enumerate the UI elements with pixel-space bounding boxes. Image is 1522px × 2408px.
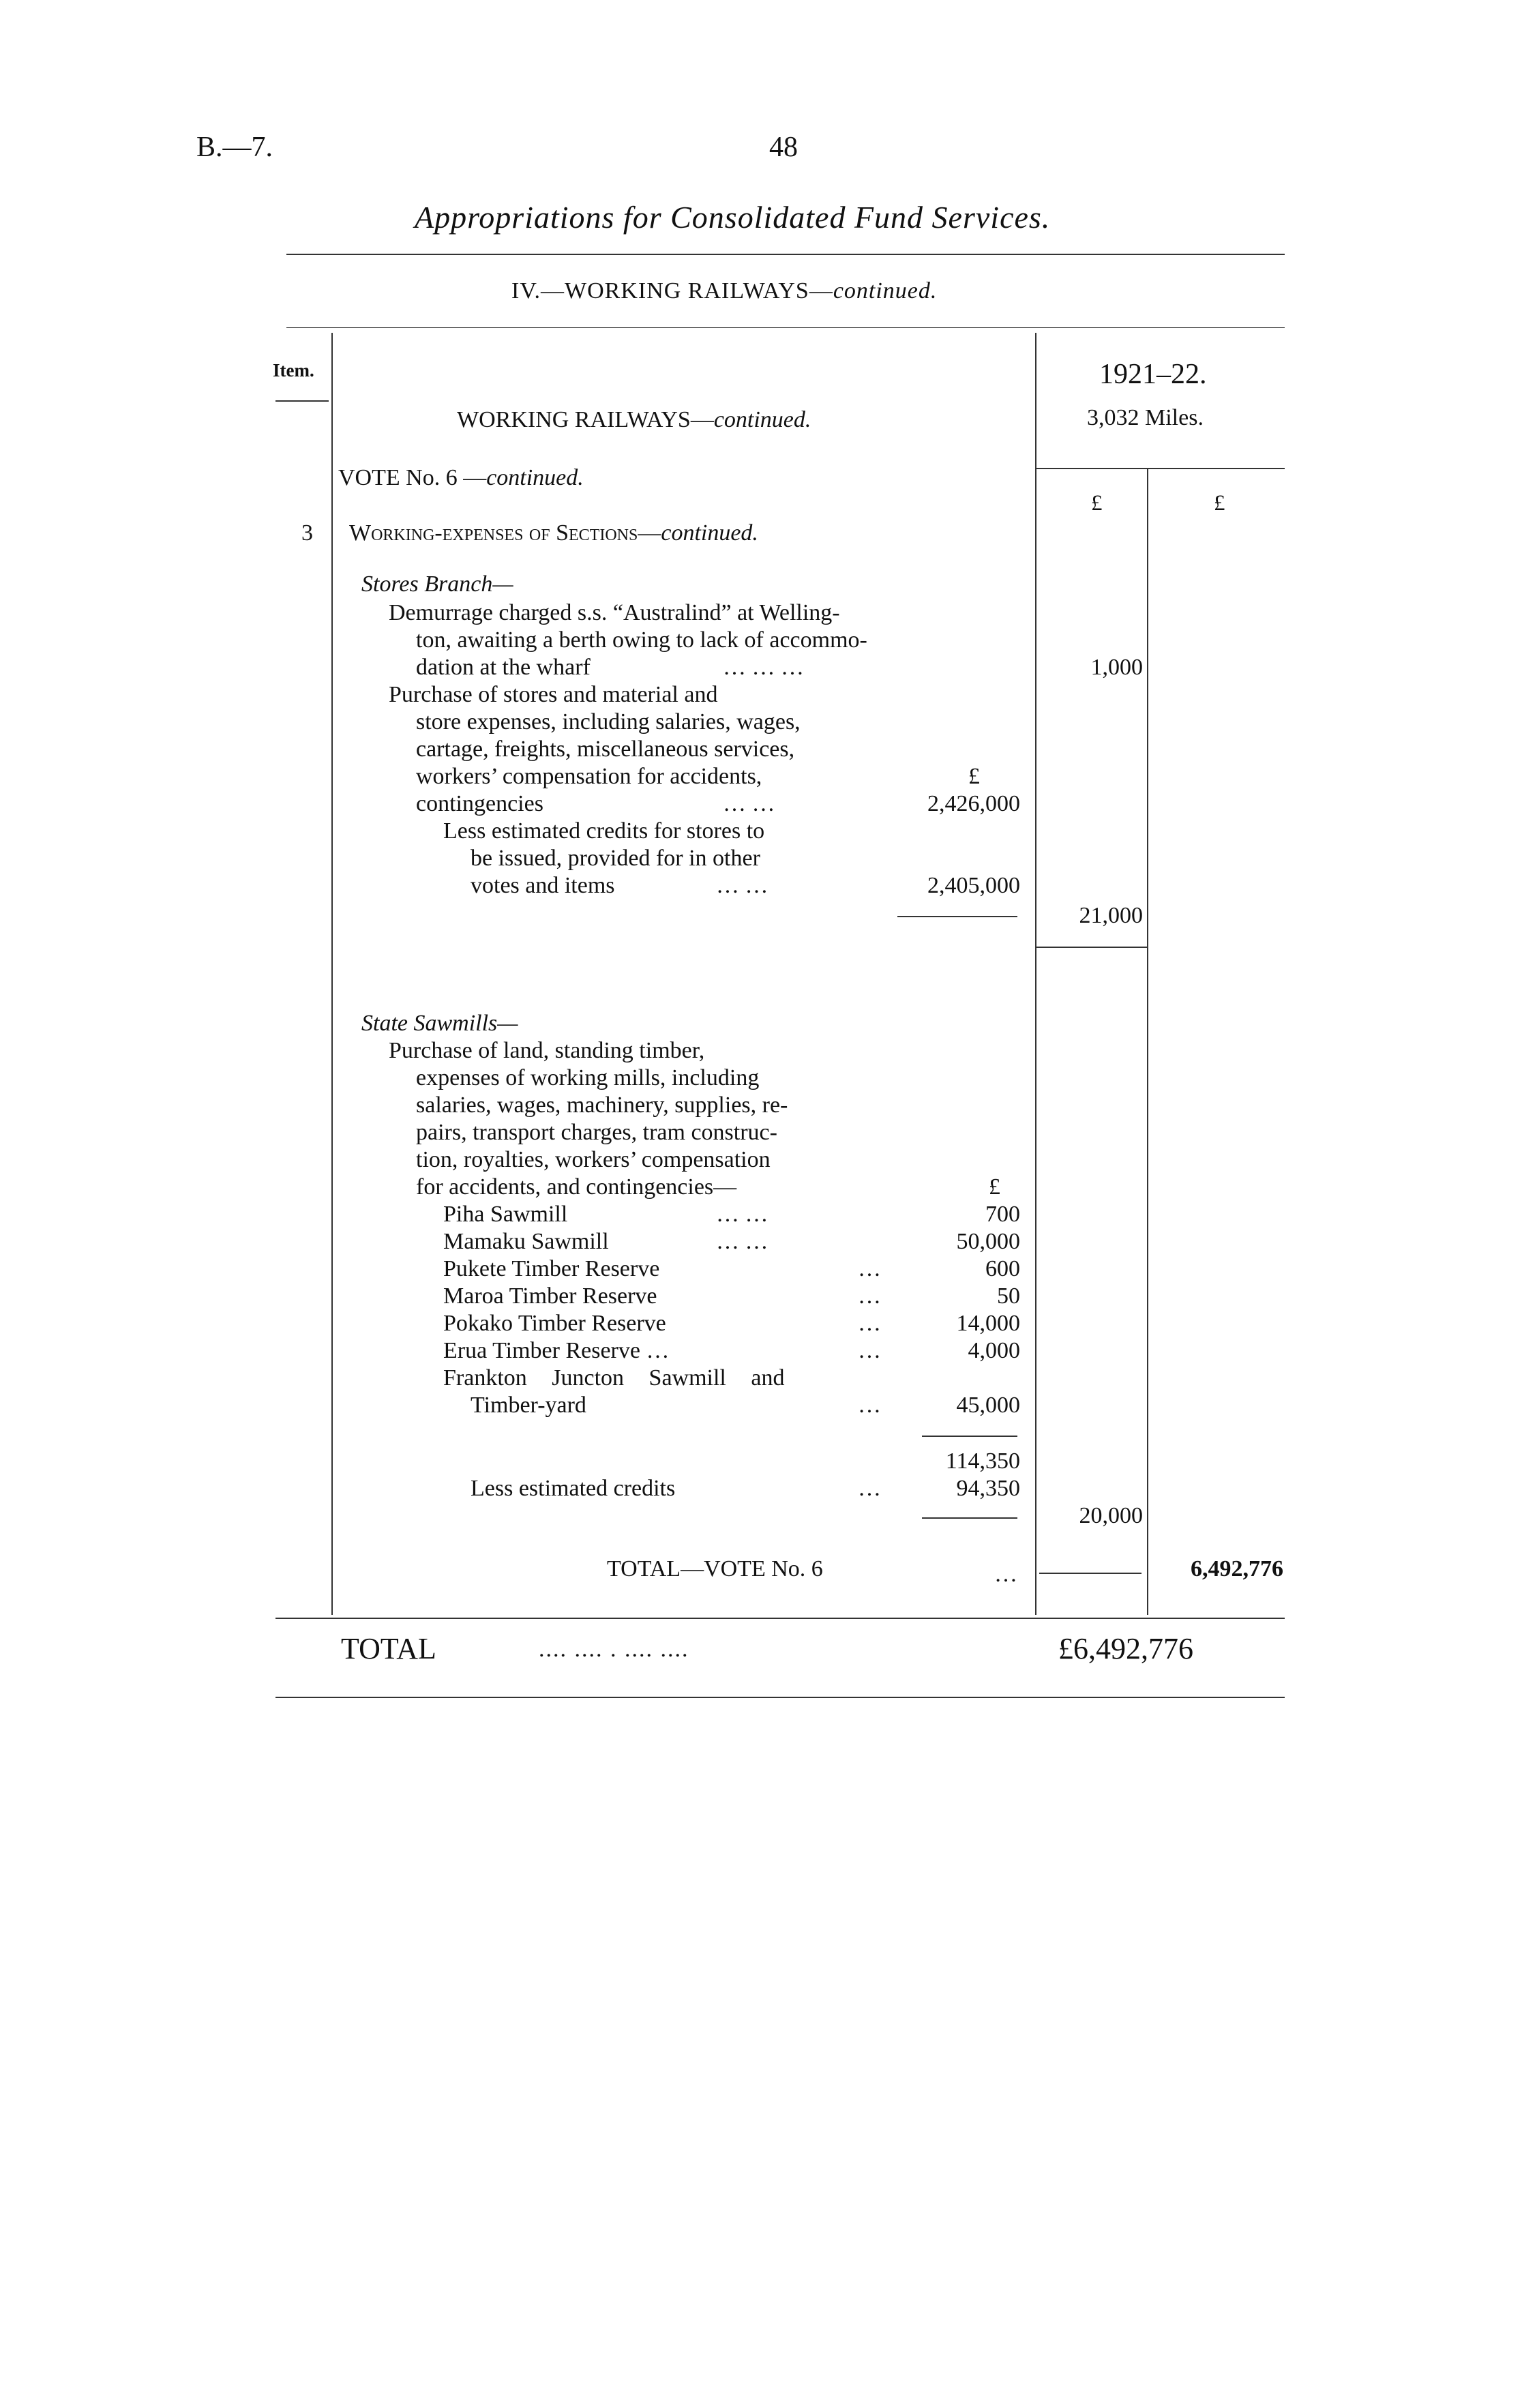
section-heading: Working-expenses of Sections—continued. (349, 520, 758, 546)
vote-total-amount: 6,492,776 (1191, 1556, 1283, 1581)
stores-line: Demurrage charged s.s. “Australind” at Welling- (389, 600, 840, 625)
vote-heading: VOTE No. 6 —continued. (338, 465, 584, 490)
sawmill-amount: 50,000 (956, 1229, 1020, 1254)
leader-dots: … (858, 1393, 881, 1418)
amount-header-rule (1035, 468, 1285, 469)
sawmills-less-amount: 94,350 (956, 1476, 1020, 1501)
sawmill-name: Maroa Timber Reserve (443, 1283, 657, 1309)
stores-line: dation at the wharf (416, 655, 591, 680)
less-line: votes and items (471, 873, 615, 898)
grand-total-amount: £6,492,776 (1058, 1632, 1193, 1665)
sawmills-subtotal: 114,350 (945, 1448, 1020, 1474)
purchase-line: Purchase of stores and material and (389, 682, 718, 707)
less-amount: 2,405,000 (927, 873, 1020, 898)
leader-dots: … … … (723, 655, 804, 680)
sawmills-pound: £ (989, 1174, 1000, 1200)
document-reference: B.—7. (196, 132, 273, 163)
year-header: 1921–22. (1099, 359, 1207, 390)
grand-total-label: TOTAL (341, 1632, 436, 1665)
sawmills-line: pairs, transport charges, tram construc- (416, 1120, 777, 1145)
amount-column-rule (1035, 333, 1036, 1615)
leader-dots: … (858, 1256, 881, 1281)
sawmills-line: expenses of working mills, including (416, 1065, 760, 1090)
leader-dots: … … (723, 791, 775, 816)
less-line: be issued, provided for in other (471, 846, 760, 871)
leader-dots: … (858, 1283, 881, 1309)
leader-dots: .... .... . .... .... (539, 1637, 689, 1662)
split-column-rule (1147, 468, 1148, 1615)
purchase-pound: £ (968, 764, 980, 789)
vote-total-rule (1039, 1573, 1142, 1574)
sawmills-line: tion, royalties, workers’ compensation (416, 1147, 771, 1172)
sawmill-name: Piha Sawmill (443, 1202, 568, 1227)
leader-dots: … (858, 1476, 881, 1501)
section-title: IV.—WORKING RAILWAYS—continued. (511, 278, 938, 303)
page-title: Appropriations for Consolidated Fund Services. (415, 200, 1051, 235)
stores-net-amount: 21,000 (1079, 903, 1143, 928)
purchase-line: store expenses, including salaries, wages, (416, 709, 801, 734)
sawmills-less-rule (922, 1517, 1017, 1519)
leader-dots: … (858, 1311, 881, 1336)
leader-dots: … … (716, 1229, 769, 1254)
sawmills-less-label: Less estimated credits (471, 1476, 676, 1501)
title-rule (286, 254, 1285, 255)
miles-header: 3,032 Miles. (1087, 405, 1204, 430)
sawmill-name: Mamaku Sawmill (443, 1229, 609, 1254)
section-rule (286, 327, 1285, 328)
sawmills-subtotal-rule (922, 1436, 1017, 1437)
sawmill-amount: 700 (985, 1202, 1020, 1227)
sawmill-name: Pukete Timber Reserve (443, 1256, 660, 1281)
sawmills-line: Purchase of land, standing timber, (389, 1038, 705, 1063)
stores-net-rule (1035, 947, 1147, 948)
stores-subtotal-rule (897, 916, 1017, 917)
total-top-rule (275, 1618, 1285, 1619)
purchase-line: workers’ compensation for accidents, (416, 764, 762, 789)
demurrage-amount: 1,000 (1090, 655, 1143, 680)
leader-dots: … … (716, 1202, 769, 1227)
sawmill-amount: 600 (985, 1256, 1020, 1281)
sawmill-amount: 14,000 (956, 1311, 1020, 1336)
sawmill-amount: 50 (997, 1283, 1020, 1309)
item-number: 3 (301, 520, 313, 546)
sawmill-amount: 45,000 (956, 1393, 1020, 1418)
page-number: 48 (769, 132, 798, 163)
leader-dots: … (858, 1338, 881, 1363)
item-header-rule (275, 400, 329, 402)
leader-dots: … (994, 1562, 1017, 1587)
sawmill-name: Frankton Juncton Sawmill and (443, 1365, 785, 1391)
purchase-line: cartage, freights, miscellaneous services, (416, 737, 795, 762)
pound-header-1: £ (1091, 491, 1103, 516)
vote-total-label: TOTAL—VOTE No. 6 (607, 1556, 823, 1581)
item-column-rule (331, 333, 333, 1615)
body-heading: WORKING RAILWAYS—continued. (457, 407, 811, 432)
pound-header-2: £ (1214, 491, 1225, 516)
sawmill-amount: 4,000 (968, 1338, 1020, 1363)
less-line: Less estimated credits for stores to (443, 818, 765, 844)
sawmills-line: salaries, wages, machinery, supplies, re- (416, 1092, 788, 1118)
total-bottom-rule (275, 1697, 1285, 1698)
purchase-line: contingencies (416, 791, 543, 816)
sawmills-line: for accidents, and contingencies— (416, 1174, 737, 1200)
purchase-amount: 2,426,000 (927, 791, 1020, 816)
sawmills-heading: State Sawmills— (361, 1011, 518, 1036)
sawmills-net-amount: 20,000 (1079, 1503, 1143, 1528)
leader-dots: … … (716, 873, 769, 898)
item-column-header: Item. (273, 360, 314, 381)
stores-heading: Stores Branch— (361, 571, 513, 597)
sawmill-name: Erua Timber Reserve … (443, 1338, 670, 1363)
sawmill-name: Pokako Timber Reserve (443, 1311, 666, 1336)
stores-line: ton, awaiting a berth owing to lack of accommo- (416, 627, 867, 653)
sawmill-name: Timber-yard (471, 1393, 586, 1418)
